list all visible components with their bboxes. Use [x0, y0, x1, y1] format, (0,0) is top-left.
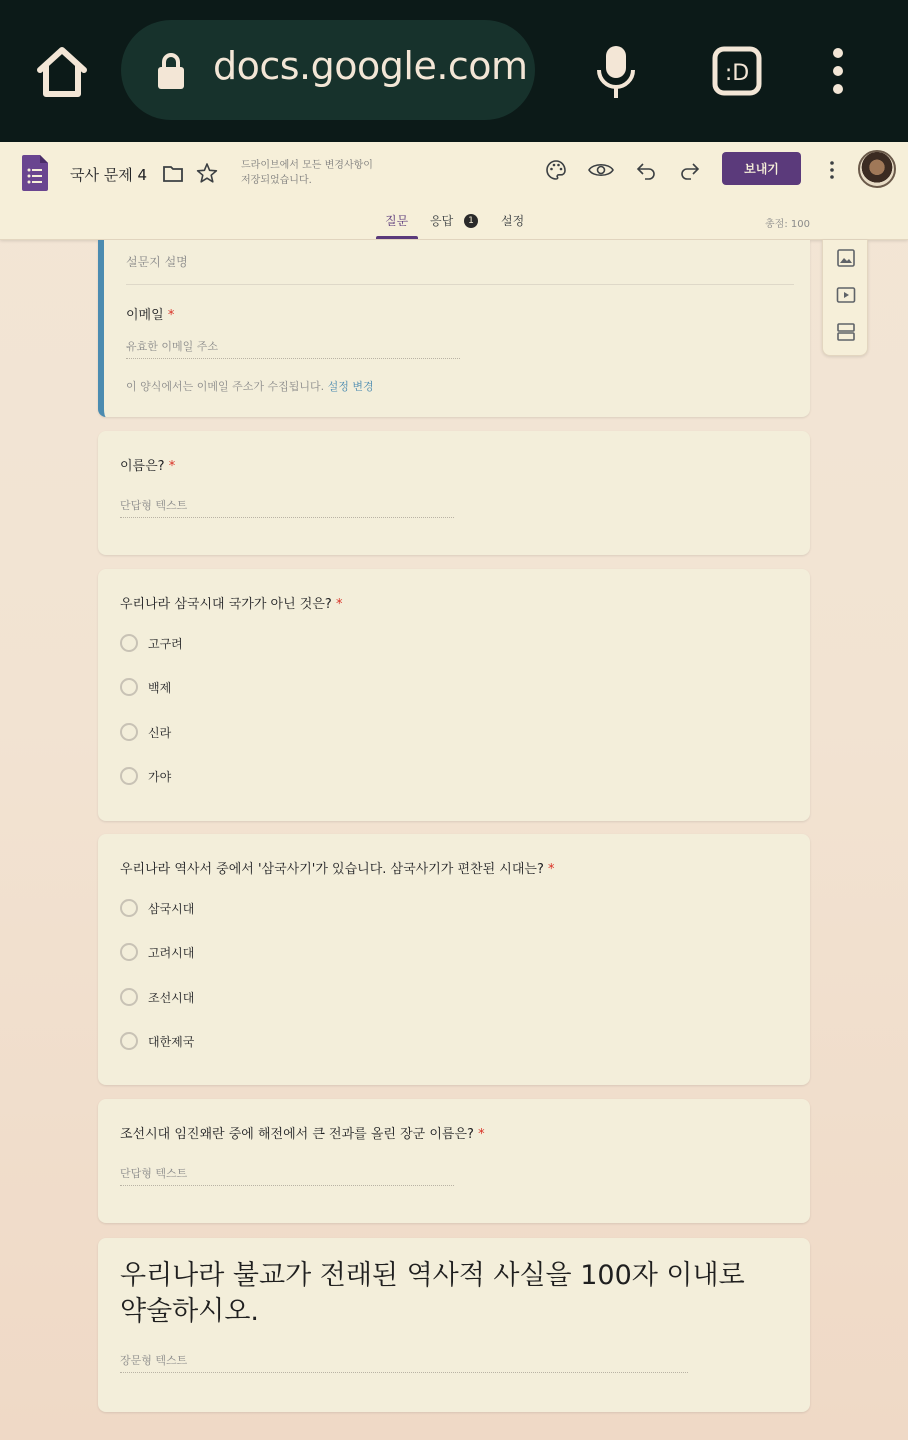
short-answer-hint: 단답형 텍스트 — [120, 1167, 188, 1180]
question-side-toolbar — [822, 240, 868, 356]
question-title-text: 우리나라 역사서 중에서 '삼국사기'가 있습니다. 삼국사기가 편찬된 시대는? — [120, 862, 544, 877]
email-notice-text: 이 양식에서는 이메일 주소가 수집됩니다. — [126, 380, 325, 393]
radio-option[interactable] — [120, 633, 183, 653]
required-asterisk: * — [167, 308, 175, 323]
account-avatar[interactable] — [858, 150, 896, 188]
email-input: 유효한 이메일 주소 — [126, 340, 219, 353]
question-card[interactable] — [98, 1099, 810, 1223]
tab-switcher-icon[interactable] — [712, 46, 762, 96]
radio-button[interactable] — [120, 634, 138, 652]
save-status — [241, 158, 411, 188]
forms-header — [0, 142, 908, 240]
radio-button[interactable] — [120, 723, 138, 741]
question-title — [120, 593, 342, 612]
svg-text::D: :D — [724, 61, 750, 86]
answer-underline — [120, 1185, 454, 1186]
question-title-line2: 약술하시오. — [120, 1296, 259, 1327]
radio-button[interactable] — [120, 767, 138, 785]
description-underline — [126, 284, 794, 285]
radio-option[interactable] — [120, 677, 171, 697]
required-asterisk: * — [168, 459, 176, 474]
question-title-text: 이름은? — [120, 459, 165, 474]
long-answer-hint: 장문형 텍스트 — [120, 1354, 188, 1367]
tab-settings[interactable]: 설정 — [501, 214, 525, 228]
option-label: 가야 — [148, 769, 172, 784]
question-card[interactable] — [98, 569, 810, 821]
email-collection-notice — [126, 378, 374, 394]
required-asterisk: * — [548, 862, 555, 877]
google-forms-logo-icon[interactable] — [22, 155, 48, 191]
tab-responses[interactable]: 응답 — [430, 214, 454, 228]
short-answer-hint: 단답형 텍스트 — [120, 499, 188, 512]
option-label: 삼국시대 — [148, 901, 195, 916]
radio-option[interactable] — [120, 898, 194, 918]
option-label: 고려시대 — [148, 945, 195, 960]
option-label: 고구려 — [148, 636, 183, 651]
radio-button[interactable] — [120, 988, 138, 1006]
answer-underline — [120, 1372, 688, 1373]
home-icon[interactable] — [34, 44, 90, 100]
send-button[interactable]: 보내기 — [722, 152, 801, 185]
url-text: docs.google.com — [213, 44, 528, 88]
redo-icon[interactable] — [679, 159, 701, 181]
responses-count-badge: 1 — [464, 214, 478, 228]
required-asterisk: * — [335, 597, 343, 612]
folder-icon[interactable] — [163, 164, 183, 182]
question-title — [120, 1123, 485, 1142]
radio-option[interactable] — [120, 766, 171, 786]
question-card[interactable] — [98, 834, 810, 1085]
add-section-icon[interactable] — [836, 322, 856, 342]
form-header-card — [98, 240, 810, 417]
more-vertical-icon[interactable] — [826, 46, 850, 96]
lock-icon — [157, 52, 185, 90]
option-label: 조선시대 — [148, 990, 195, 1005]
add-video-icon[interactable] — [836, 285, 856, 305]
answer-underline — [120, 517, 454, 518]
question-title-text: 조선시대 임진왜란 중에 해전에서 큰 전과를 올린 장군 이름은? — [120, 1127, 474, 1142]
microphone-icon[interactable] — [596, 44, 636, 100]
question-title — [120, 858, 555, 877]
form-description-field[interactable]: 설문지 설명 — [126, 255, 188, 269]
option-label: 신라 — [148, 725, 172, 740]
change-settings-link[interactable]: 설정 변경 — [327, 380, 374, 393]
option-label: 대한제국 — [148, 1034, 195, 1049]
address-bar[interactable] — [121, 20, 535, 120]
question-card[interactable] — [98, 1238, 810, 1412]
form-title[interactable]: 국사 문제 4 — [70, 166, 148, 184]
active-tab-indicator — [376, 236, 418, 239]
radio-button[interactable] — [120, 1032, 138, 1050]
more-options-icon[interactable] — [826, 159, 838, 181]
save-status-line2: 저장되었습니다. — [241, 175, 312, 186]
total-points: 총점: 100 — [765, 219, 810, 230]
question-title — [120, 1258, 745, 1330]
radio-option[interactable] — [120, 722, 171, 742]
tab-questions[interactable]: 질문 — [385, 214, 409, 228]
add-image-icon[interactable] — [836, 248, 856, 268]
question-card[interactable] — [98, 431, 810, 555]
required-asterisk: * — [478, 1127, 485, 1142]
radio-option[interactable] — [120, 1031, 194, 1051]
question-title — [120, 455, 175, 474]
question-title-line1: 우리나라 불교가 전래된 역사적 사실을 100자 이내로 — [120, 1260, 745, 1291]
option-label: 백제 — [148, 680, 172, 695]
email-question-title — [126, 304, 174, 323]
star-icon[interactable] — [196, 162, 218, 184]
email-underline — [126, 358, 460, 359]
undo-icon[interactable] — [635, 159, 657, 181]
radio-option[interactable] — [120, 942, 194, 962]
radio-option[interactable] — [120, 987, 194, 1007]
palette-icon[interactable] — [545, 159, 567, 181]
radio-button[interactable] — [120, 678, 138, 696]
form-tabs — [0, 212, 908, 240]
radio-button[interactable] — [120, 943, 138, 961]
email-label: 이메일 — [126, 308, 164, 323]
save-status-line1: 드라이브에서 모든 변경사항이 — [241, 160, 373, 171]
browser-toolbar — [0, 0, 908, 142]
question-title-text: 우리나라 삼국시대 국가가 아닌 것은? — [120, 597, 332, 612]
preview-eye-icon[interactable] — [588, 160, 614, 180]
radio-button[interactable] — [120, 899, 138, 917]
